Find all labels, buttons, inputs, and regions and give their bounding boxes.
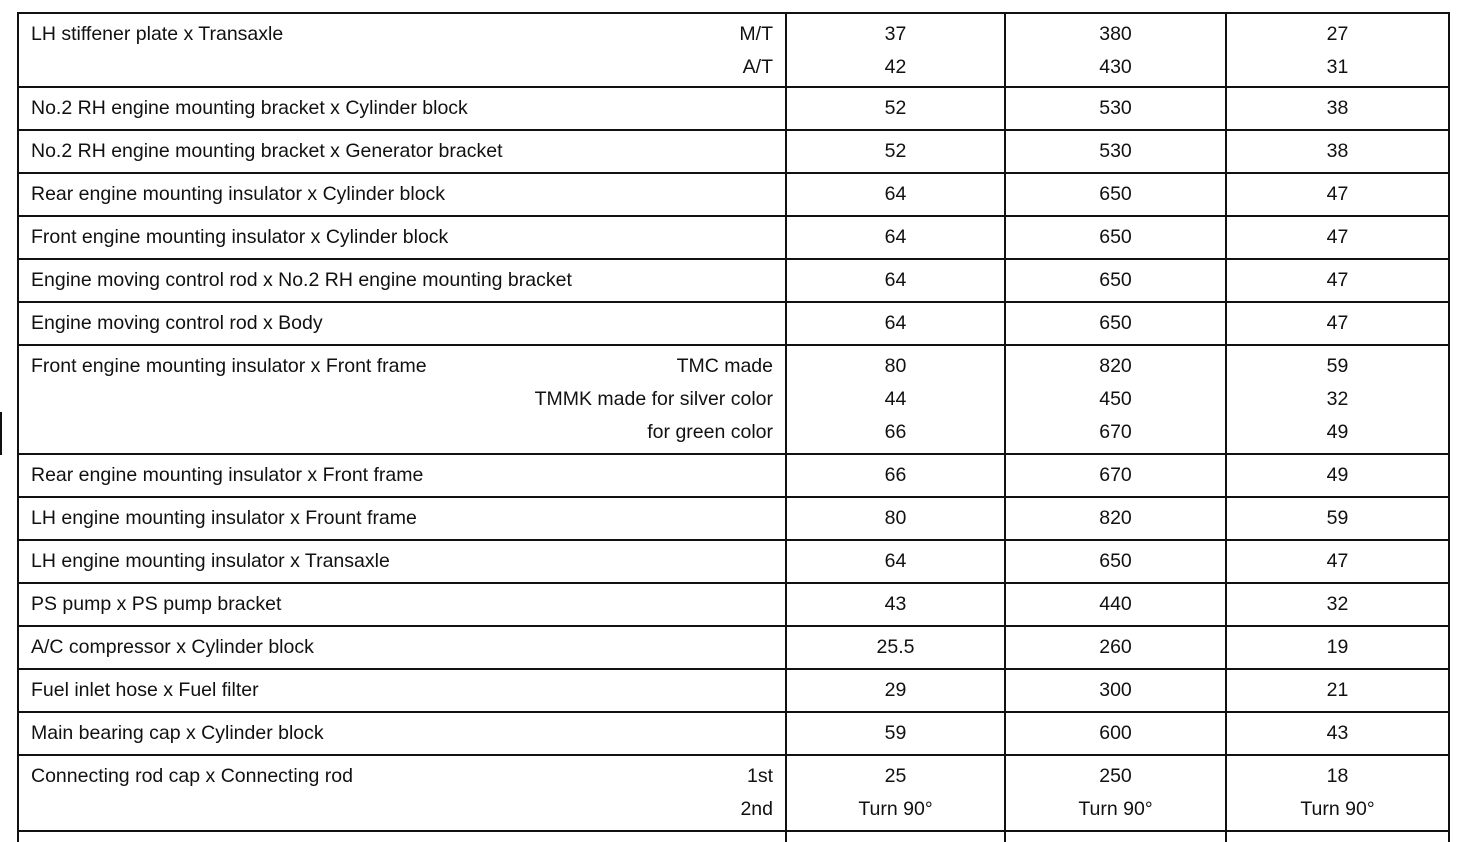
- kgfcm-cell: [1006, 627, 1227, 668]
- table-row: [17, 88, 1450, 131]
- nm-cell: [787, 174, 1006, 215]
- condition-label: M/T: [739, 23, 773, 45]
- kgfcm-cell: [1006, 756, 1227, 830]
- ftlbf-cell: [1227, 670, 1450, 711]
- part-label: A/C compressor x Cylinder block: [31, 636, 314, 658]
- ftlbf-value: 59: [1326, 355, 1349, 377]
- ftlbf-cell: [1227, 756, 1450, 830]
- nm-cell: [787, 346, 1006, 453]
- table-row: [17, 627, 1450, 670]
- kgfcm-value: 820: [1099, 507, 1132, 529]
- table-row: [17, 217, 1450, 260]
- nm-value: 52: [884, 140, 907, 162]
- nm-value: 64: [884, 183, 907, 205]
- part-label: Connecting rod cap x Connecting rod: [31, 765, 353, 787]
- table-row: [17, 756, 1450, 832]
- table-row: [17, 541, 1450, 584]
- part-label: LH engine mounting insulator x Frount frame: [31, 507, 417, 529]
- table-row: [17, 498, 1450, 541]
- table-row: [17, 303, 1450, 346]
- part-cell: [17, 346, 787, 453]
- part-label: Rear engine mounting insulator x Cylinder block: [31, 183, 446, 205]
- nm-value: 25.5: [876, 636, 915, 658]
- part-label: Fuel inlet hose x Fuel filter: [31, 679, 259, 701]
- nm-value: 80: [884, 355, 907, 377]
- ftlbf-value: 43: [1326, 722, 1349, 744]
- ftlbf-value: 47: [1326, 550, 1349, 572]
- part-cell: [17, 670, 787, 711]
- condition-label: 2nd: [740, 798, 773, 820]
- part-label: No.2 RH engine mounting bracket x Generator bracket: [31, 140, 503, 162]
- part-cell: [17, 713, 787, 754]
- nm-value: 42: [884, 56, 907, 78]
- kgfcm-cell: [1006, 713, 1227, 754]
- nm-value: 66: [884, 421, 907, 443]
- ftlbf-cell: [1227, 541, 1450, 582]
- ftlbf-cell: [1227, 498, 1450, 539]
- nm-value: 64: [884, 269, 907, 291]
- part-label: Engine moving control rod x Body: [31, 312, 323, 334]
- nm-cell: [787, 217, 1006, 258]
- nm-cell: [787, 627, 1006, 668]
- nm-cell: [787, 541, 1006, 582]
- kgfcm-value: 650: [1099, 183, 1132, 205]
- condition-label: TMC made: [676, 355, 773, 377]
- nm-cell: [787, 14, 1006, 86]
- ftlbf-value: 32: [1326, 388, 1349, 410]
- kgfcm-value: 260: [1099, 636, 1132, 658]
- ftlbf-cell: [1227, 713, 1450, 754]
- nm-value: 25: [884, 765, 907, 787]
- ftlbf-cell: [1227, 584, 1450, 625]
- part-label: Front engine mounting insulator x Cylinder block: [31, 226, 449, 248]
- kgfcm-cell: [1006, 346, 1227, 453]
- part-label: Front engine mounting insulator x Front frame: [31, 355, 427, 377]
- ftlbf-cell: [1227, 260, 1450, 301]
- table-row: [17, 12, 1450, 88]
- table-row: [17, 584, 1450, 627]
- kgfcm-value: 670: [1099, 464, 1132, 486]
- nm-value: Turn 90°: [858, 798, 933, 820]
- kgfcm-value: 650: [1099, 226, 1132, 248]
- kgfcm-value: 650: [1099, 312, 1132, 334]
- part-cell: [17, 217, 787, 258]
- table-border-tail: [1448, 827, 1450, 842]
- kgfcm-value: 530: [1099, 97, 1132, 119]
- nm-value: 64: [884, 550, 907, 572]
- nm-value: 44: [884, 388, 907, 410]
- kgfcm-value: 670: [1099, 421, 1132, 443]
- kgfcm-cell: [1006, 217, 1227, 258]
- table-border-tail: [1225, 827, 1227, 842]
- kgfcm-value: 820: [1099, 355, 1132, 377]
- kgfcm-cell: [1006, 670, 1227, 711]
- nm-cell: [787, 260, 1006, 301]
- part-label: No.2 RH engine mounting bracket x Cylinder block: [31, 97, 468, 119]
- kgfcm-cell: [1006, 260, 1227, 301]
- table-row: [17, 713, 1450, 756]
- part-label: Rear engine mounting insulator x Front frame: [31, 464, 424, 486]
- ftlbf-value: 21: [1326, 679, 1349, 701]
- kgfcm-cell: [1006, 584, 1227, 625]
- part-cell: [17, 174, 787, 215]
- ftlbf-cell: [1227, 627, 1450, 668]
- part-cell: [17, 627, 787, 668]
- nm-value: 64: [884, 312, 907, 334]
- nm-value: 64: [884, 226, 907, 248]
- ftlbf-value: 38: [1326, 97, 1349, 119]
- ftlbf-value: 47: [1326, 269, 1349, 291]
- part-cell: [17, 88, 787, 129]
- kgfcm-value: 430: [1099, 56, 1132, 78]
- nm-cell: [787, 455, 1006, 496]
- ftlbf-value: 38: [1326, 140, 1349, 162]
- nm-cell: [787, 756, 1006, 830]
- table-border-tail: [17, 827, 19, 842]
- part-cell: [17, 455, 787, 496]
- kgfcm-value: 650: [1099, 550, 1132, 572]
- ftlbf-value: Turn 90°: [1300, 798, 1375, 820]
- table-row: [17, 131, 1450, 174]
- kgfcm-cell: [1006, 131, 1227, 172]
- table-row: [17, 455, 1450, 498]
- ftlbf-cell: [1227, 303, 1450, 344]
- part-cell: [17, 756, 787, 830]
- kgfcm-cell: [1006, 455, 1227, 496]
- table-border-tail: [785, 827, 787, 842]
- kgfcm-value: Turn 90°: [1078, 798, 1153, 820]
- table-row: [17, 670, 1450, 713]
- part-cell: [17, 14, 787, 86]
- nm-value: 80: [884, 507, 907, 529]
- kgfcm-value: 650: [1099, 269, 1132, 291]
- ftlbf-value: 47: [1326, 183, 1349, 205]
- ftlbf-cell: [1227, 131, 1450, 172]
- part-cell: [17, 541, 787, 582]
- ftlbf-value: 18: [1326, 765, 1349, 787]
- torque-spec-table: [17, 12, 1450, 832]
- nm-cell: [787, 498, 1006, 539]
- kgfcm-cell: [1006, 541, 1227, 582]
- part-label: Engine moving control rod x No.2 RH engine mounting bracket: [31, 269, 572, 291]
- ftlbf-cell: [1227, 174, 1450, 215]
- kgfcm-cell: [1006, 14, 1227, 86]
- nm-value: 29: [884, 679, 907, 701]
- nm-cell: [787, 713, 1006, 754]
- part-label: PS pump x PS pump bracket: [31, 593, 282, 615]
- part-cell: [17, 303, 787, 344]
- ftlbf-value: 19: [1326, 636, 1349, 658]
- ftlbf-value: 47: [1326, 312, 1349, 334]
- part-cell: [17, 498, 787, 539]
- nm-value: 66: [884, 464, 907, 486]
- ftlbf-value: 32: [1326, 593, 1349, 615]
- nm-value: 37: [884, 23, 907, 45]
- condition-label: TMMK made for silver color: [534, 388, 773, 410]
- page-edge-mark: [0, 412, 2, 455]
- condition-label: for green color: [647, 421, 773, 443]
- nm-cell: [787, 131, 1006, 172]
- nm-value: 59: [884, 722, 907, 744]
- nm-cell: [787, 88, 1006, 129]
- part-cell: [17, 260, 787, 301]
- table-row: [17, 174, 1450, 217]
- ftlbf-cell: [1227, 346, 1450, 453]
- kgfcm-value: 450: [1099, 388, 1132, 410]
- condition-label: A/T: [742, 56, 773, 78]
- table-border-tail: [1004, 827, 1006, 842]
- kgfcm-value: 250: [1099, 765, 1132, 787]
- kgfcm-cell: [1006, 303, 1227, 344]
- part-label: LH engine mounting insulator x Transaxle: [31, 550, 390, 572]
- kgfcm-cell: [1006, 174, 1227, 215]
- part-cell: [17, 131, 787, 172]
- ftlbf-value: 47: [1326, 226, 1349, 248]
- ftlbf-value: 49: [1326, 421, 1349, 443]
- ftlbf-cell: [1227, 217, 1450, 258]
- ftlbf-cell: [1227, 88, 1450, 129]
- nm-value: 52: [884, 97, 907, 119]
- part-label: LH stiffener plate x Transaxle: [31, 23, 284, 45]
- ftlbf-cell: [1227, 455, 1450, 496]
- kgfcm-value: 380: [1099, 23, 1132, 45]
- nm-value: 43: [884, 593, 907, 615]
- kgfcm-cell: [1006, 498, 1227, 539]
- condition-label: 1st: [746, 765, 773, 787]
- kgfcm-value: 440: [1099, 593, 1132, 615]
- part-cell: [17, 584, 787, 625]
- table-row: [17, 260, 1450, 303]
- ftlbf-value: 59: [1326, 507, 1349, 529]
- kgfcm-value: 600: [1099, 722, 1132, 744]
- ftlbf-value: 31: [1326, 56, 1349, 78]
- part-label: Main bearing cap x Cylinder block: [31, 722, 324, 744]
- kgfcm-value: 530: [1099, 140, 1132, 162]
- ftlbf-value: 49: [1326, 464, 1349, 486]
- ftlbf-cell: [1227, 14, 1450, 86]
- kgfcm-value: 300: [1099, 679, 1132, 701]
- ftlbf-value: 27: [1326, 23, 1349, 45]
- nm-cell: [787, 303, 1006, 344]
- nm-cell: [787, 670, 1006, 711]
- table-row: [17, 346, 1450, 455]
- kgfcm-cell: [1006, 88, 1227, 129]
- nm-cell: [787, 584, 1006, 625]
